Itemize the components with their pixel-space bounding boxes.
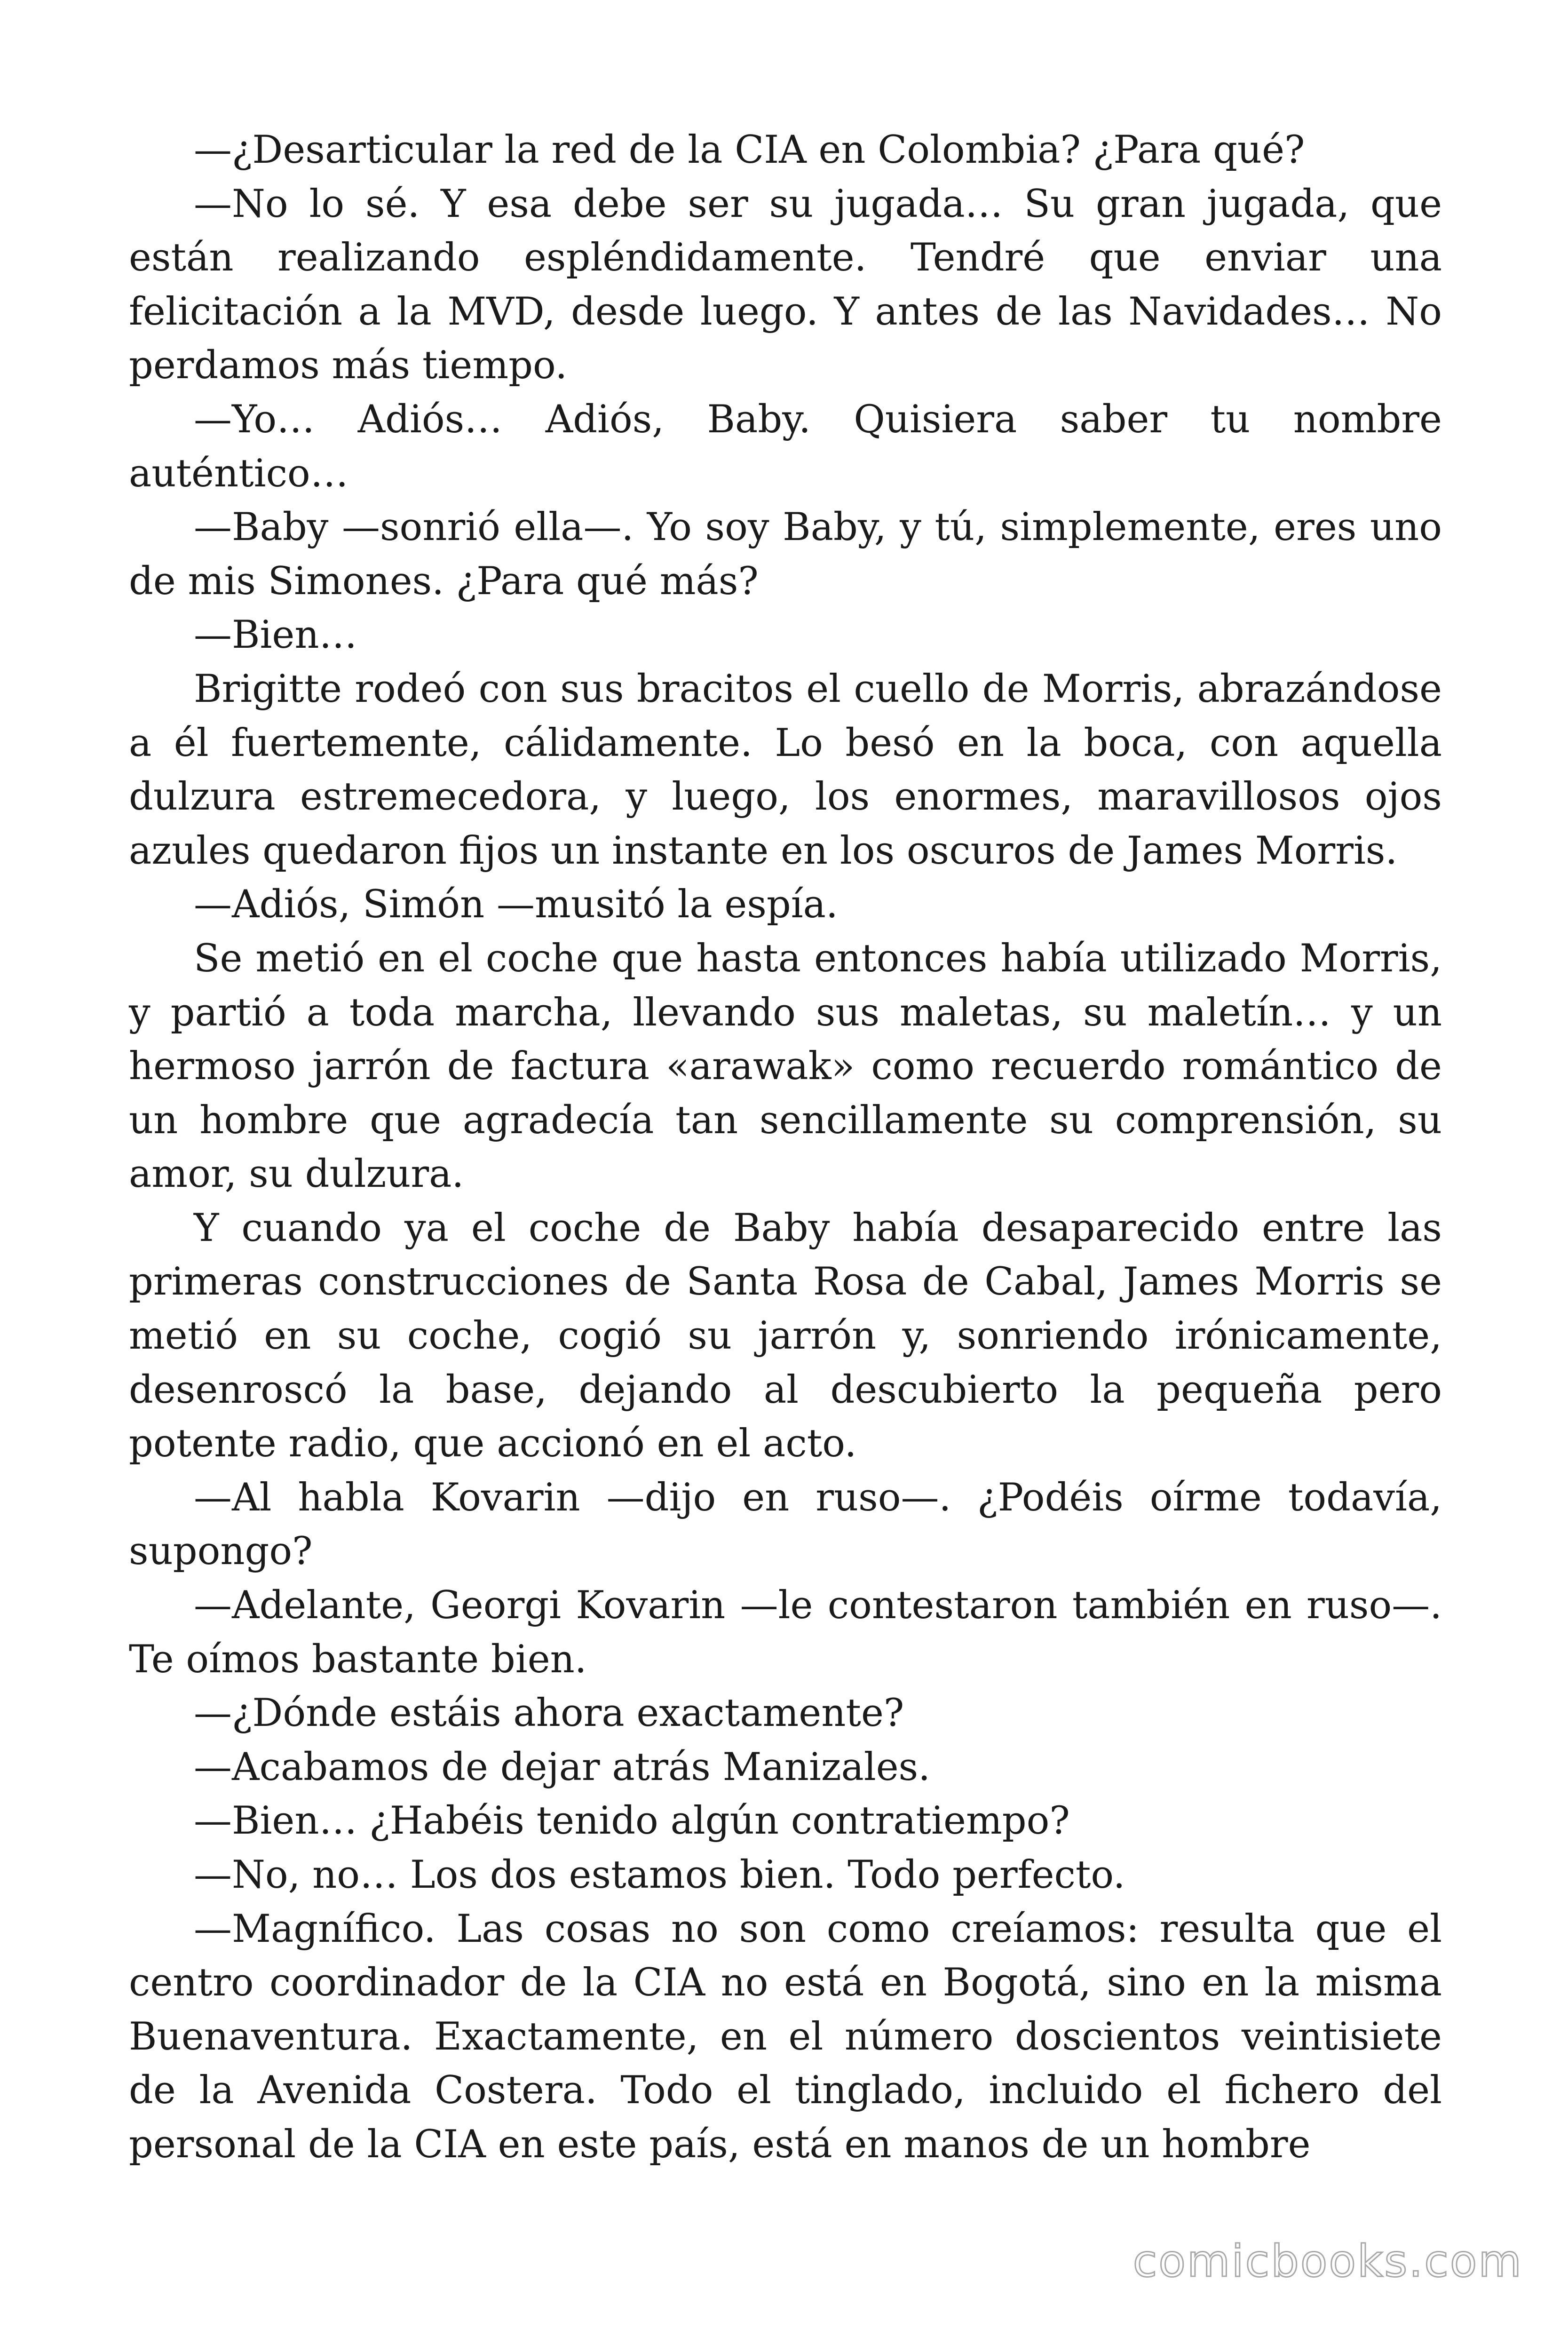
paragraph: —¿Dónde estáis ahora exactamente? [194, 1691, 904, 1736]
paragraph: —Bien… ¿Habéis tenido algún contratiempo? [194, 1799, 1070, 1843]
paragraph: —No lo sé. Y esa debe ser su jugada… Su gran jugada, que están realizando espléndidamente. Tendré que enviar una felicitación a la MVD, desde luego. Y antes de las Navidades… No perdamos más tiempo. [129, 182, 1442, 388]
paragraph: —Adelante, Georgi Kovarin —le contestaron también en ruso—. Te oímos bastante bien. [129, 1583, 1442, 1682]
paragraph: —No, no… Los dos estamos bien. Todo perfecto. [194, 1853, 1125, 1897]
paragraph: —Baby —sonrió ella—. Yo soy Baby, y tú, simplemente, eres uno de mis Simones. ¿Para qué más? [129, 505, 1442, 604]
paragraph: —¿Desarticular la red de la CIA en Colombia? ¿Para qué? [194, 128, 1305, 172]
paragraph: —Al habla Kovarin —dijo en ruso—. ¿Podéis oírme todavía, supongo? [129, 1475, 1442, 1574]
paragraph: Brigitte rodeó con sus bracitos el cuello de Morris, abrazándose a él fuertemente, cálidamente. Lo besó en la boca, con aquella dulzura estremecedora, y luego, los enormes, maravillosos ojos azules quedaron fijos un instante en los oscuros de James Morris. [129, 667, 1442, 873]
book-page-text [129, 123, 1442, 2172]
paragraph: —Acabamos de dejar atrás Manizales. [194, 1745, 930, 1789]
paragraph: —Yo… Adiós… Adiós, Baby. Quisiera saber tu nombre auténtico… [129, 397, 1442, 496]
watermark: comicbooks.com [1132, 2236, 1523, 2287]
paragraph: Se metió en el coche que hasta entonces había utilizado Morris, y partió a toda marcha, llevando sus maletas, su maletín… y un hermoso jarrón de factura «arawak» como recuerdo romántico de un hombre que agradecía tan sencillamente su comprensión, su amor, su dulzura. [129, 936, 1442, 1197]
paragraph: Y cuando ya el coche de Baby había desaparecido entre las primeras construcciones de Santa Rosa de Cabal, James Morris se metió en su coche, cogió su jarrón y, sonriendo irónicamente, desenroscó la base, dejando al descubierto la pequeña pero potente radio, que accionó en el acto. [129, 1206, 1442, 1466]
paragraph: —Bien… [194, 613, 357, 658]
paragraph: —Magnífico. Las cosas no son como creíamos: resulta que el centro coordinador de la CIA no está en Bogotá, sino en la misma Buenaventura. Exactamente, en el número doscientos veintisiete de la Avenida Costera. Todo el tinglado, incluido el fichero del personal de la CIA en este país, está en manos de un hombre [129, 1907, 1442, 2167]
paragraph: —Adiós, Simón —musitó la espía. [194, 882, 838, 927]
